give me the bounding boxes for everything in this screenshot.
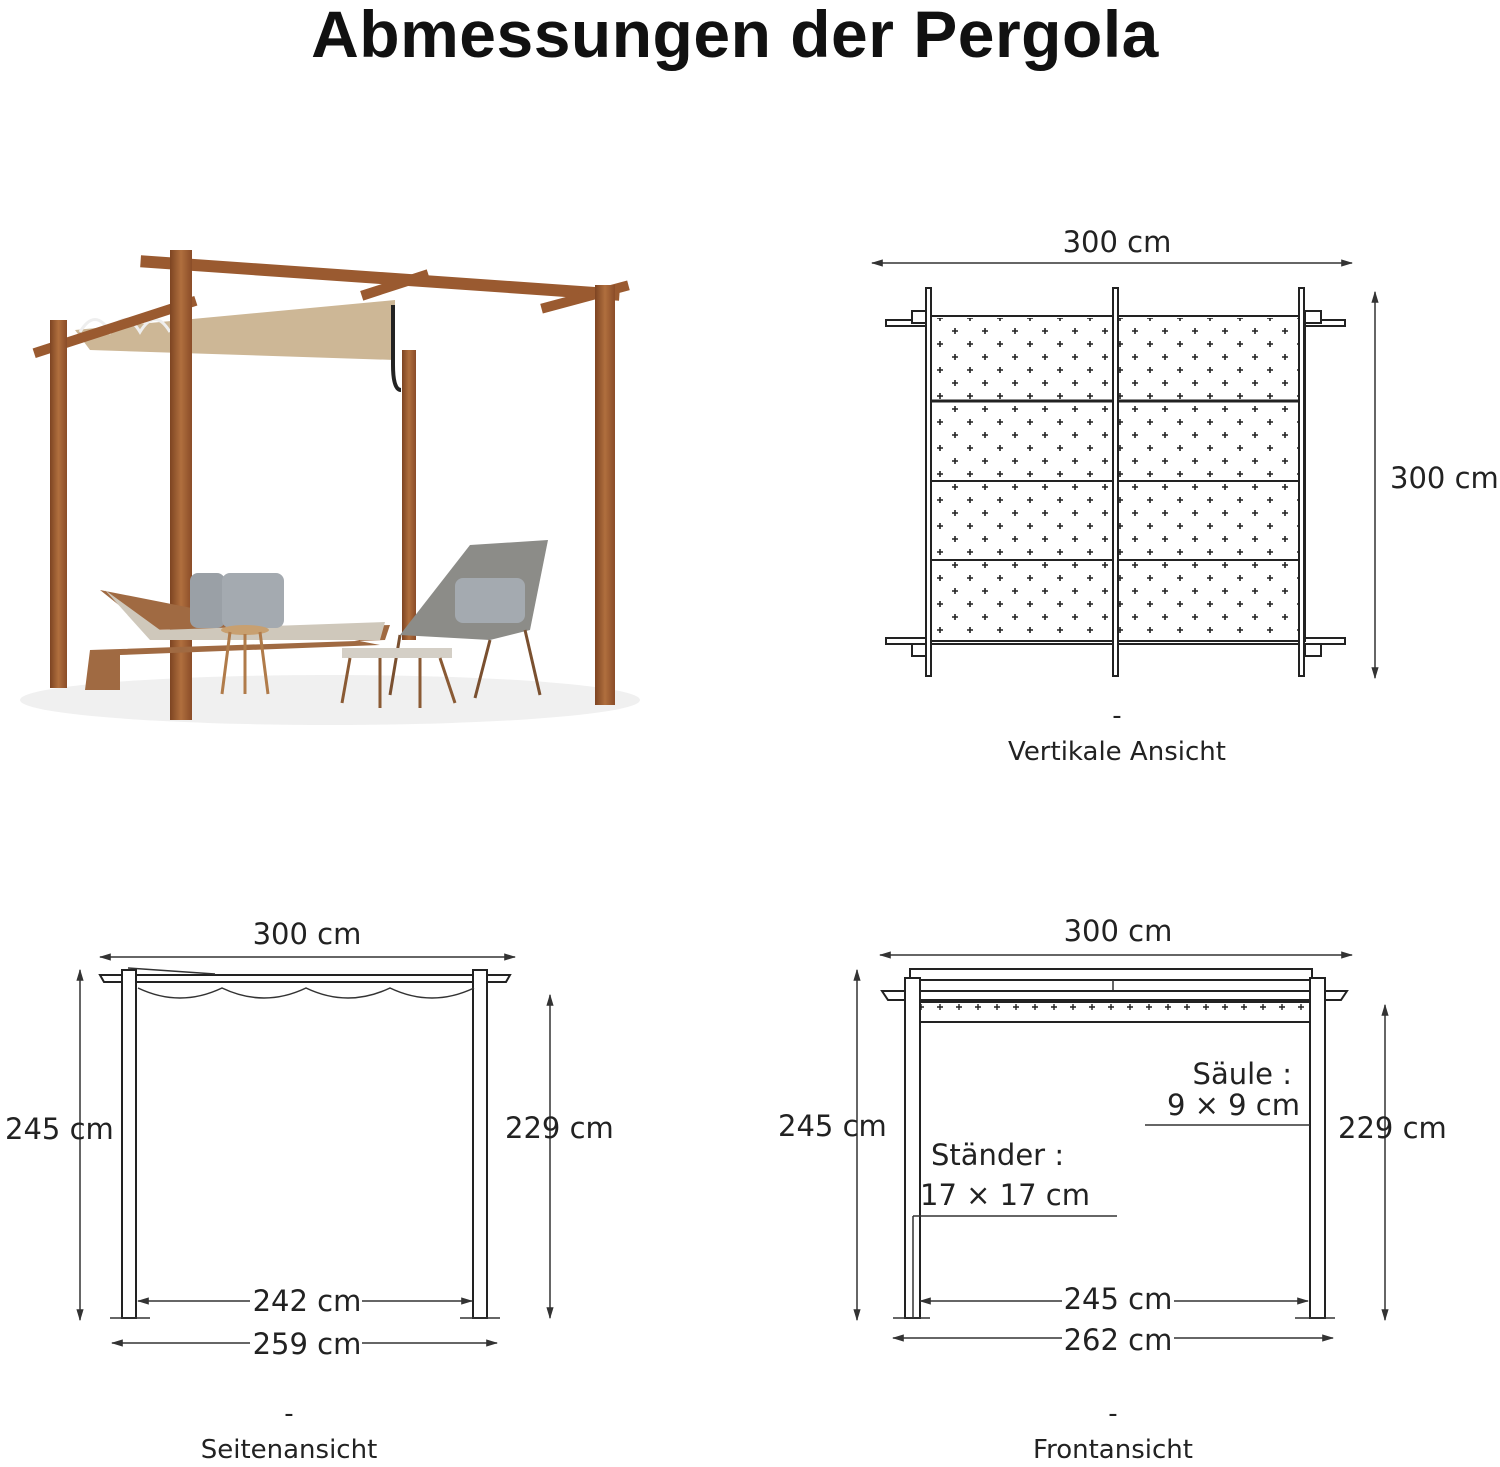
side-outer-width-label: 259 cm <box>252 1327 362 1361</box>
column-size: 9 × 9 cm <box>1166 1088 1300 1122</box>
front-inner-width-label: 245 cm <box>1063 1282 1173 1316</box>
post-size: 17 × 17 cm <box>920 1178 1090 1212</box>
top-depth-label: 300 cm <box>1390 461 1499 495</box>
front-separator: - <box>1108 1399 1118 1429</box>
front-width-label: 300 cm <box>1063 914 1173 948</box>
side-view-drawing <box>5 917 614 1465</box>
side-width-label: 300 cm <box>252 917 362 951</box>
front-view-caption: Frontansicht <box>1033 1435 1193 1465</box>
top-view-caption: Vertikale Ansicht <box>1008 737 1226 767</box>
top-view-drawing <box>872 225 1499 767</box>
front-outer-width-label: 262 cm <box>1063 1323 1173 1357</box>
front-clear-height-label: 229 cm <box>1338 1111 1447 1145</box>
side-total-height-label: 245 cm <box>5 1112 114 1146</box>
side-view-caption: Seitenansicht <box>200 1435 378 1465</box>
column-label: Säule : <box>1192 1057 1292 1091</box>
side-clear-height-label: 229 cm <box>505 1111 614 1145</box>
front-total-height-label: 245 cm <box>778 1109 887 1143</box>
side-inner-width-label: 242 cm <box>252 1284 362 1318</box>
side-separator: - <box>284 1399 294 1429</box>
post-label: Ständer : <box>931 1138 1065 1172</box>
front-view-drawing <box>778 914 1447 1465</box>
top-width-label: 300 cm <box>1062 225 1172 259</box>
pergola-product-image <box>20 250 640 725</box>
top-separator: - <box>1112 701 1122 731</box>
page-title: Abmessungen der Pergola <box>311 0 1159 71</box>
